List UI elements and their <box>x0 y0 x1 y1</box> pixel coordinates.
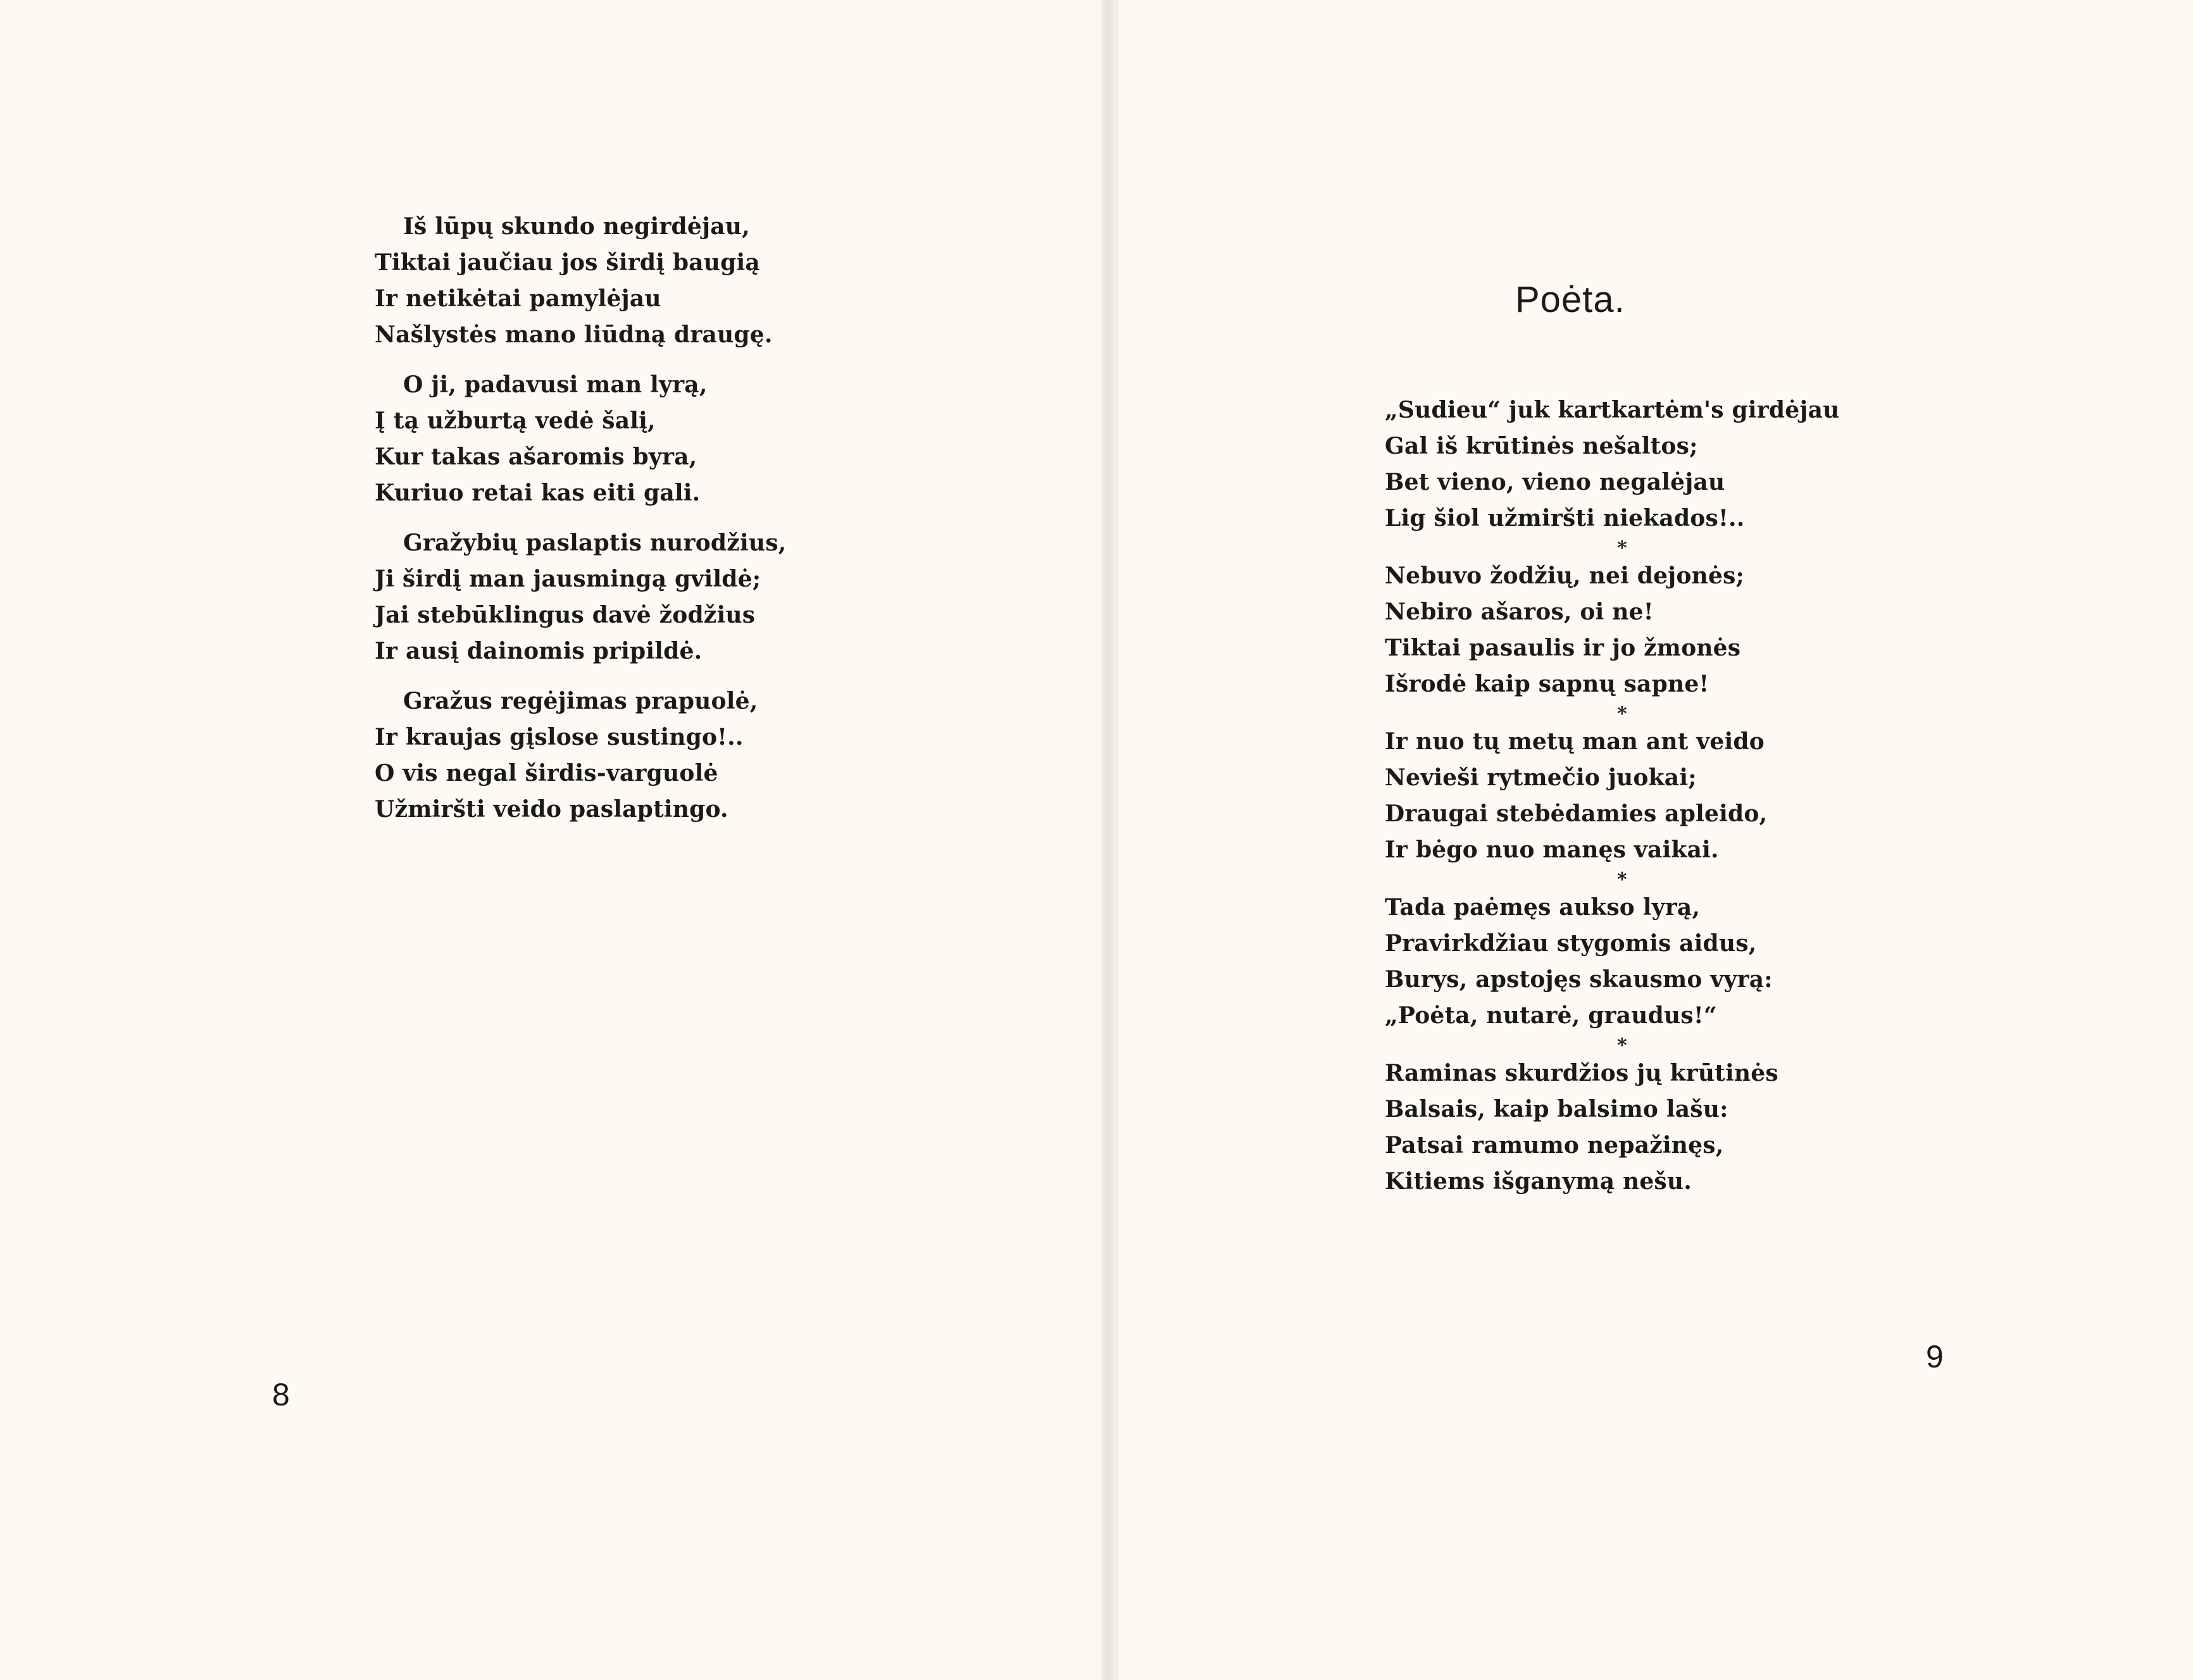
poem-line: Ir ausį dainomis pripildė. <box>375 638 703 664</box>
poem-line: Gal iš krūtinės nešaltos; <box>1385 433 1698 459</box>
stanza-separator: * <box>1617 537 1627 559</box>
right-stanza-1 <box>1385 392 1859 537</box>
poem-line: Ir nuo tų metų man ant veido <box>1385 728 1765 755</box>
poem-title: Poėta. <box>1515 279 1625 320</box>
left-stanza-3 <box>375 525 786 669</box>
poem-line: Ir bėgo nuo manęs vaikai. <box>1385 837 1719 863</box>
poem-line: Nebiro ašaros, oi ne! <box>1385 599 1654 625</box>
right-stanza-2 <box>1385 558 1859 702</box>
poem-line: Iš lūpų skundo negirdėjau, <box>403 213 750 240</box>
poem-line: Gražybių paslaptis nurodžius, <box>403 530 787 556</box>
book-gutter <box>1101 0 1119 1680</box>
poem-line: O ji, padavusi man lyrą, <box>403 371 708 398</box>
poem-line: Tiktai jaučiau jos širdį baugią <box>375 249 760 276</box>
poem-line: Ir kraujas gįslose sustingo!.. <box>375 724 744 750</box>
poem-line: O vis negal širdis-varguolė <box>375 760 718 787</box>
left-stanza-4 <box>375 683 786 828</box>
poem-line: Gražus regėjimas prapuolė, <box>403 688 758 714</box>
page-number-right: 9 <box>1926 1339 1944 1374</box>
poem-line: Pravirkdžiau stygomis aidus, <box>1385 930 1757 957</box>
poem-line: Ji širdį man jausmingą gvildė; <box>375 566 761 592</box>
right-poem <box>1385 392 1859 1200</box>
poem-line: Jai stebūklingus davė žodžius <box>375 602 756 628</box>
stanza-separator: * <box>1617 703 1627 725</box>
poem-line: Bet vieno, vieno negalėjau <box>1385 469 1725 495</box>
left-stanza-2 <box>375 367 786 511</box>
poem-line: Draugai stebėdamies apleido, <box>1385 800 1768 827</box>
left-poem <box>375 209 786 842</box>
poem-line: Kur takas ašaromis byra, <box>375 444 697 470</box>
right-stanza-4 <box>1385 890 1859 1034</box>
poem-line: Į tą užburtą vedė šalį, <box>375 408 656 434</box>
page-number-left: 8 <box>272 1377 290 1412</box>
stanza-separator: * <box>1617 869 1627 891</box>
poem-line: Lig šiol užmiršti niekados!.. <box>1385 505 1745 532</box>
poem-line: Tiktai pasaulis ir jo žmonės <box>1385 635 1741 661</box>
poem-line: Patsai ramumo nepažinęs, <box>1385 1132 1724 1159</box>
poem-line: Nebuvo žodžių, nei dejonės; <box>1385 563 1745 589</box>
poem-line: Užmiršti veido paslaptingo. <box>375 796 728 823</box>
poem-line: Balsais, kaip balsimo lašu: <box>1385 1096 1728 1123</box>
poem-line: „Sudieu“ juk kartkartėm's girdėjau <box>1385 397 1840 423</box>
poem-line: „Poėta, nutarė, graudus!“ <box>1385 1002 1717 1029</box>
poem-line: Burys, apstojęs skausmo vyrą: <box>1385 966 1773 993</box>
left-stanza-1 <box>375 209 786 353</box>
stanza-separator: * <box>1617 1035 1627 1057</box>
poem-line: Našlystės mano liūdną draugę. <box>375 321 773 348</box>
poem-line: Nevieši rytmečio juokai; <box>1385 764 1697 791</box>
poem-line: Raminas skurdžios jų krūtinės <box>1385 1060 1778 1086</box>
poem-line: Kuriuo retai kas eiti gali. <box>375 480 701 506</box>
poem-line: Tada paėmęs aukso lyrą, <box>1385 894 1701 921</box>
right-stanza-3 <box>1385 724 1859 868</box>
poem-line: Išrodė kaip sapnų sapne! <box>1385 671 1709 697</box>
poem-line: Kitiems išganymą nešu. <box>1385 1168 1692 1195</box>
poem-line: Ir netikėtai pamylėjau <box>375 285 661 312</box>
right-stanza-5 <box>1385 1055 1859 1200</box>
